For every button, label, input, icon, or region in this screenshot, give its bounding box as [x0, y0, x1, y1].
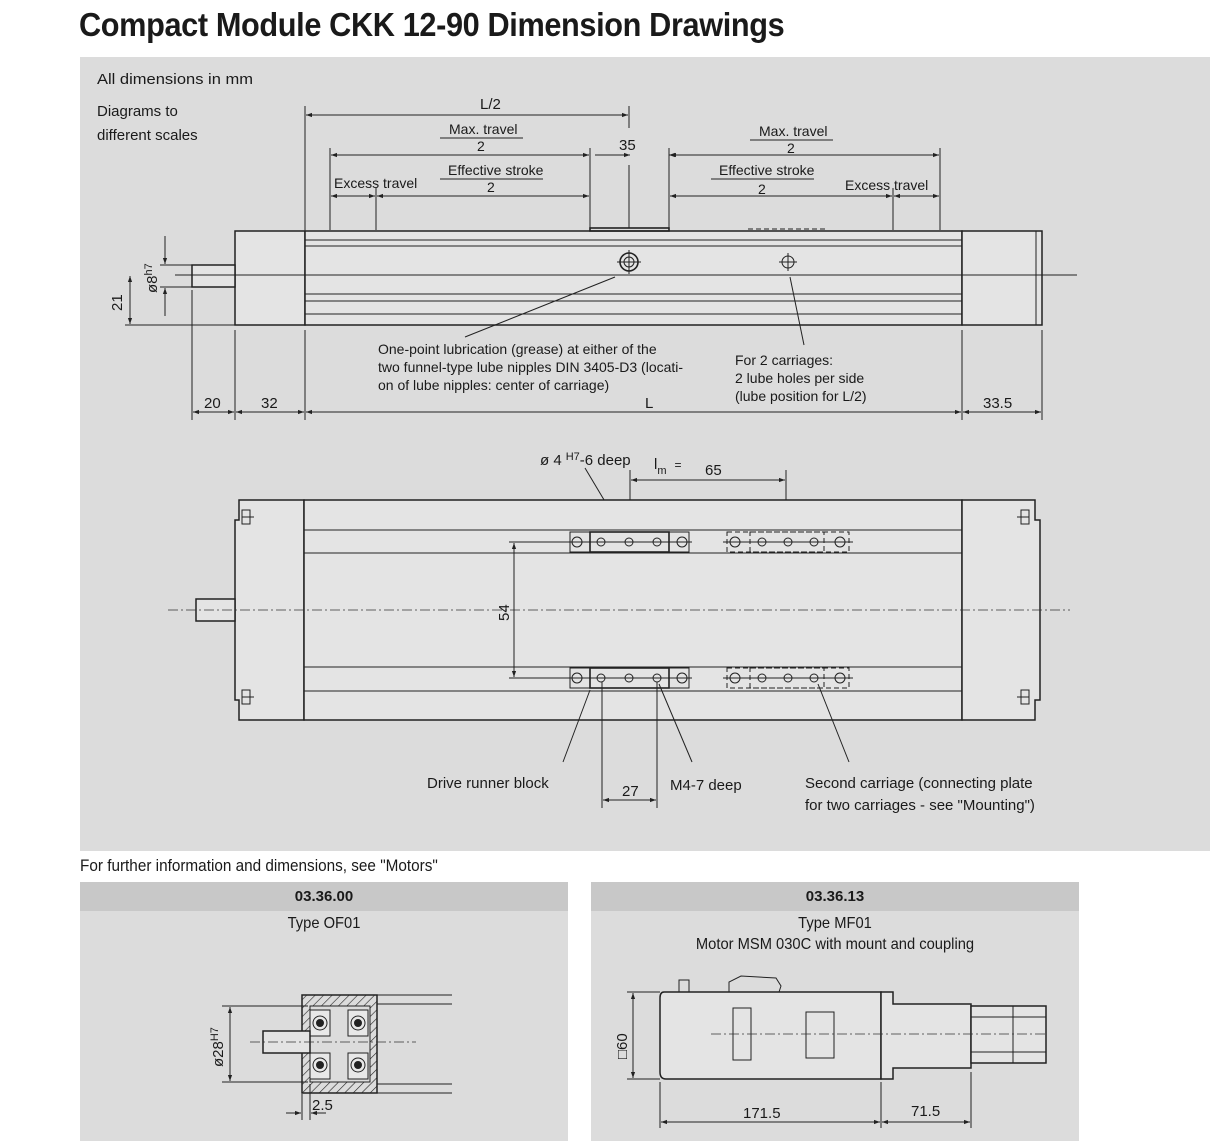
second-carriage-line2: for two carriages - see "Mounting") — [805, 797, 1035, 814]
mount-length-label: 71.5 — [911, 1103, 941, 1120]
lube-note-line3: on of lube nipples: center of carriage) — [378, 377, 610, 393]
side-view — [109, 96, 1077, 420]
type-mf01-type: Type MF01 — [798, 915, 872, 932]
type-mf01-code: 03.36.13 — [591, 882, 1079, 911]
shaft-diameter-label: $ø8^{h7}$ — [143, 263, 161, 293]
half-length-label: L/2 — [480, 96, 501, 113]
page-title: Compact Module CKK 12-90 Dimension Drawings — [79, 6, 785, 43]
effective-stroke-right-divisor: 2 — [758, 181, 766, 197]
bore-label: $ø28^{H7}$ — [209, 1027, 227, 1067]
end-length-label: 33.5 — [983, 395, 1013, 412]
effective-stroke-left-divisor: 2 — [487, 179, 495, 195]
width-label: 54 — [496, 604, 513, 621]
type-of01-drawing — [80, 882, 568, 1141]
type-of01-code: 03.36.00 — [80, 882, 568, 911]
thread-label: M4-7 deep — [670, 777, 742, 794]
type-of01-type: Type OF01 — [287, 915, 361, 932]
type-mf01-panel — [591, 882, 1079, 1141]
carriage-note-line2: 2 lube holes per side — [735, 370, 865, 386]
center-offset-label: 35 — [619, 137, 636, 154]
effective-stroke-right-label: Effective stroke — [719, 162, 815, 178]
drive-runner-label: Drive runner block — [427, 775, 549, 792]
lube-note-line2: two funnel-type lube nipples DIN 3405-D3 (locati- — [378, 359, 684, 375]
max-travel-left-label: Max. travel — [449, 121, 518, 137]
type-mf01-motor: Motor MSM 030C with mount and coupling — [695, 936, 975, 953]
scale-note-line1: Diagrams to — [97, 103, 178, 120]
excess-travel-right-label: Excess travel — [845, 177, 929, 193]
motor-length-label: 171.5 — [743, 1105, 781, 1122]
offset-label: 2.5 — [312, 1097, 333, 1114]
length-label: L — [645, 395, 654, 412]
max-travel-left-divisor: 2 — [477, 138, 485, 154]
units-note: All dimensions in mm — [97, 71, 253, 88]
lm-value-label: 65 — [705, 462, 722, 479]
hole-spacing-label: 27 — [622, 783, 639, 800]
shaft-length-label: 20 — [204, 395, 221, 412]
excess-travel-left-label: Excess travel — [334, 175, 418, 191]
scale-note-line2: different scales — [97, 127, 198, 144]
max-travel-right-label: Max. travel — [759, 123, 828, 139]
height-offset-label: 21 — [109, 294, 126, 311]
lube-note-line1: One-point lubrication (grease) at either of the — [378, 341, 657, 357]
flange-length-label: 32 — [261, 395, 278, 412]
lm-label: $l_m$ = — [654, 456, 682, 477]
further-info-note: For further information and dimensions, see "Motors" — [80, 856, 438, 875]
carriage-note-line1: For 2 carriages: — [735, 352, 834, 368]
carriage-note-line3: (lube position for L/2) — [735, 388, 867, 404]
pin-hole-label: ø 4 $^{H7}$-6 deep — [540, 451, 631, 469]
square-label: □60 — [614, 1033, 631, 1059]
second-carriage-line1: Second carriage (connecting plate — [805, 775, 1033, 792]
top-view — [168, 451, 1070, 814]
type-mf01-drawing — [591, 882, 1079, 1141]
max-travel-right-divisor: 2 — [787, 140, 795, 156]
effective-stroke-left-label: Effective stroke — [448, 162, 544, 178]
type-of01-panel — [80, 882, 568, 1141]
